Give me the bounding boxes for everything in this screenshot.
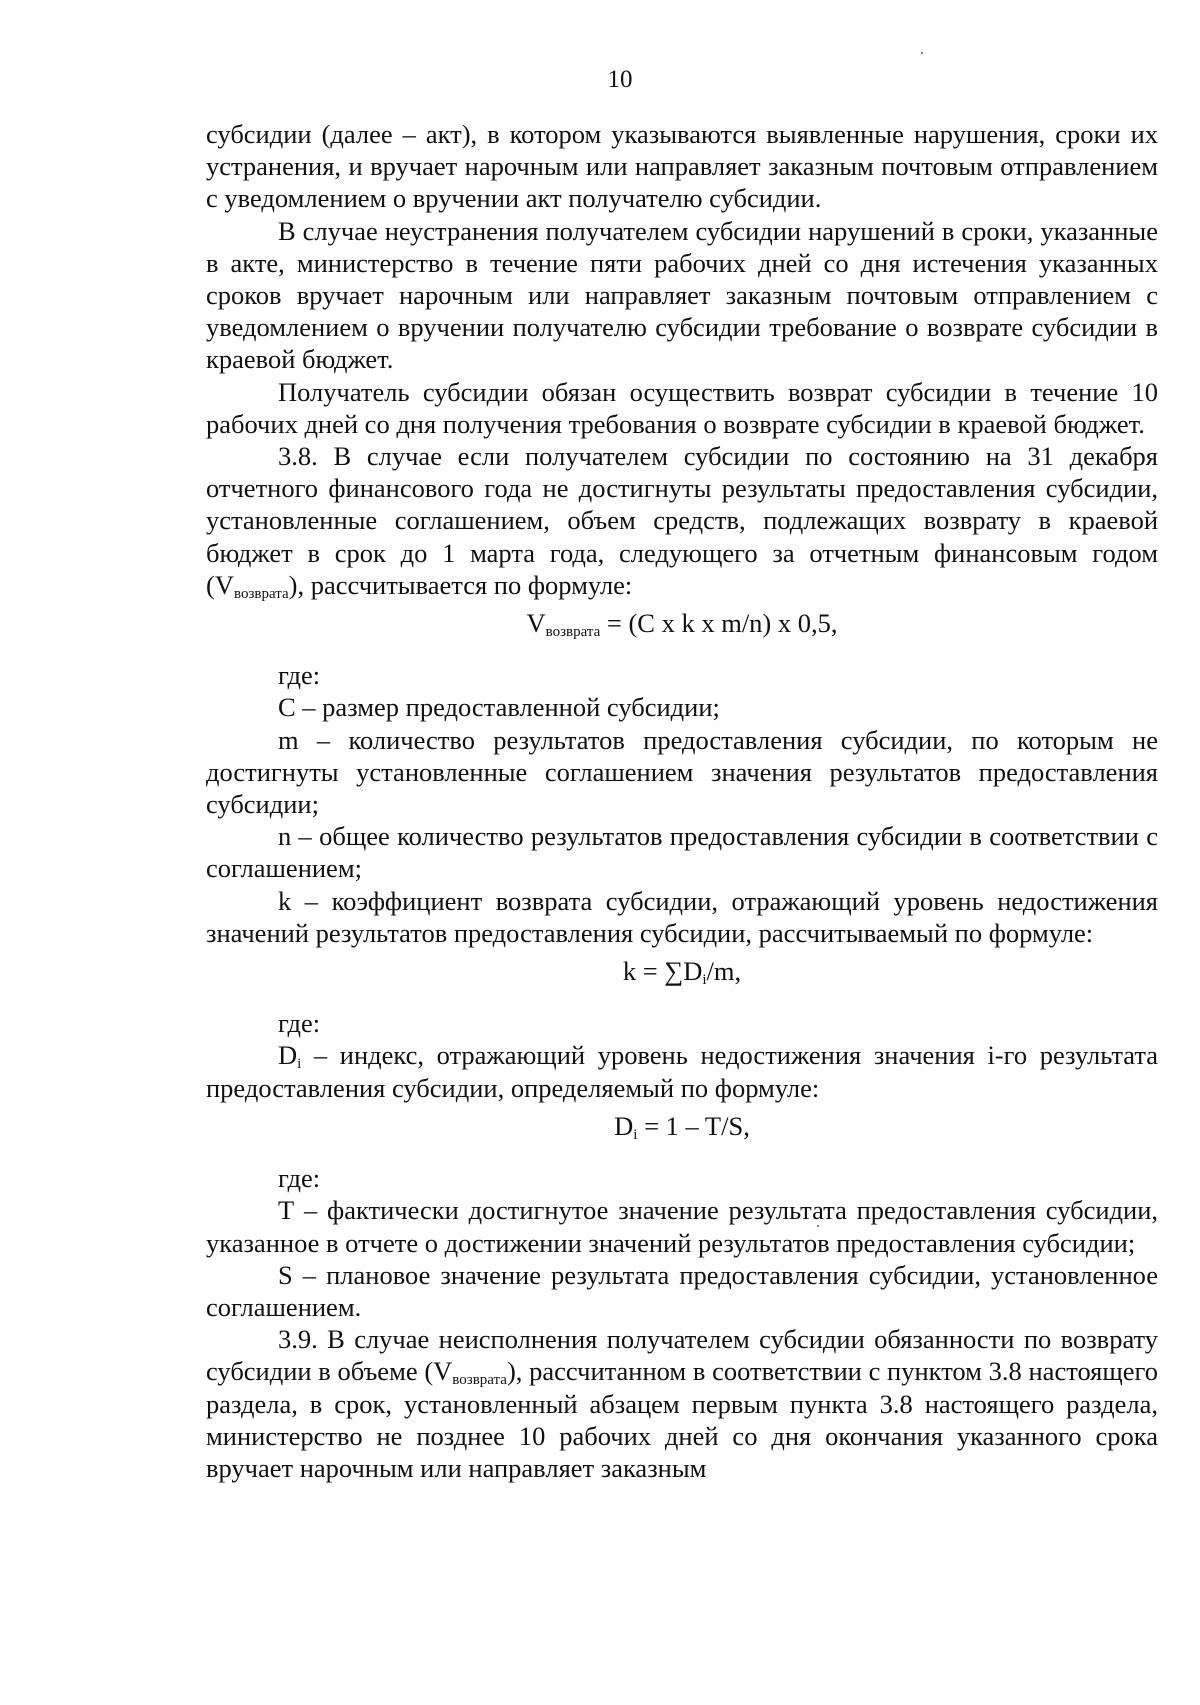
- formula-vreturn-subscript: возврата: [545, 624, 601, 641]
- formula-k-subscript: i: [702, 972, 707, 989]
- paragraph-3-9-subscript: возврата: [452, 1372, 507, 1389]
- page-number: 10: [607, 66, 633, 93]
- scan-speck: [817, 1225, 819, 1227]
- formula-k-rhs: /m,: [706, 956, 742, 987]
- paragraph-3-9: [206, 1323, 1158, 1484]
- paragraph-3-9-text-a: 3.9. В случае неисполнения получателем субсидии обязанности по возврату субсидии в объеме (V: [206, 1324, 1158, 1387]
- definition-c: С – размер предоставленной субсидии;: [278, 692, 720, 723]
- definition-d-text: – индекс, отражающий уровень недостижения значения i-го результата предоставления субсидии, определяемый по формуле:: [206, 1040, 1158, 1103]
- where-label: где:: [278, 1008, 321, 1039]
- scan-speck: [921, 52, 923, 54]
- where-label: где:: [278, 660, 321, 691]
- document-body: [206, 118, 1158, 1484]
- definition-d-variable: D: [278, 1040, 298, 1071]
- formula-d-rhs: = 1 – T/S,: [637, 1110, 750, 1141]
- definition-d-subscript: i: [297, 1056, 302, 1073]
- paragraph-3-8-subscript: возврата: [233, 585, 289, 602]
- formula-d: [206, 1110, 1158, 1142]
- definition-s: S – плановое значение результата предоставления субсидии, установленное соглашением.: [206, 1259, 1158, 1322]
- paragraph-refund-obligation: Получатель субсидии обязан осуществить возврат субсидии в течение 10 рабочих дней со дня получения требования о возврате субсидии в краевой бюджет.: [206, 376, 1158, 439]
- definition-m: m – количество результатов предоставления субсидии, по которым не достигнуты установленные соглашением значения результатов предоставления субсидии;: [206, 724, 1158, 820]
- where-label: где:: [278, 1163, 321, 1194]
- definition-k: k – коэффициент возврата субсидии, отражающий уровень недостижения значений результатов предоставления субсидии, рассчитываемый по формуле:: [206, 885, 1158, 948]
- paragraph-3-9-text-b: ), рассчитанном в соответствии с пунктом 3.8 настоящего раздела, в срок, установленный абзацем первым пункта 3.8 настоящего раздела, министерство не позднее 10 рабочих дней со дня окончания указанного срока вручает нарочным или направляет заказным: [206, 1356, 1159, 1483]
- paragraph-3-8-text-a: 3.8. В случае если получателем субсидии по состоянию на 31 декабря отчетного финансового года не достигнуты результаты предоставления субсидии, установленные соглашением, объем средств, подлежащих возврату в краевой бюджет в срок до 1 марта года, следующего за отчетным финансовым годом (V: [206, 441, 1158, 600]
- formula-vreturn-lhs: V: [526, 608, 546, 639]
- formula-vreturn-rhs: = (C x k x m/n) x 0,5,: [600, 608, 838, 639]
- definition-n: n – общее количество результатов предоставления субсидии в соответствии с соглашением;: [206, 821, 1158, 884]
- formula-k-lhs: k = ∑D: [622, 956, 703, 987]
- formula-d-lhs: D: [614, 1110, 634, 1141]
- paragraph-3-8-text-b: ), рассчитывается по формуле:: [288, 569, 633, 600]
- definition-d: [206, 1039, 1158, 1103]
- formula-k: [206, 955, 1158, 987]
- definition-t: Т – фактически достигнутое значение результата предоставления субсидии, указанное в отчете о достижении значений результатов предоставления субсидии;: [206, 1195, 1158, 1258]
- paragraph-non-remedy: В случае неустранения получателем субсидии нарушений в сроки, указанные в акте, министерство в течение пяти рабочих дней со дня истечения указанных сроков вручает нарочным или направляет заказным почтовым отправлением с уведомлением о вручении получателю субсидии требование о возврате субсидии в краевой бюджет.: [206, 215, 1158, 375]
- formula-vreturn: [206, 607, 1158, 639]
- paragraph-3-8: [206, 440, 1158, 601]
- paragraph-act-continuation: субсидии (далее – акт), в котором указываются выявленные нарушения, сроки их устранения, и вручает нарочным или направляет заказным почтовым отправлением с уведомлением о вручении акт получателю субсидии.: [206, 119, 1158, 214]
- formula-d-subscript: i: [633, 1126, 638, 1143]
